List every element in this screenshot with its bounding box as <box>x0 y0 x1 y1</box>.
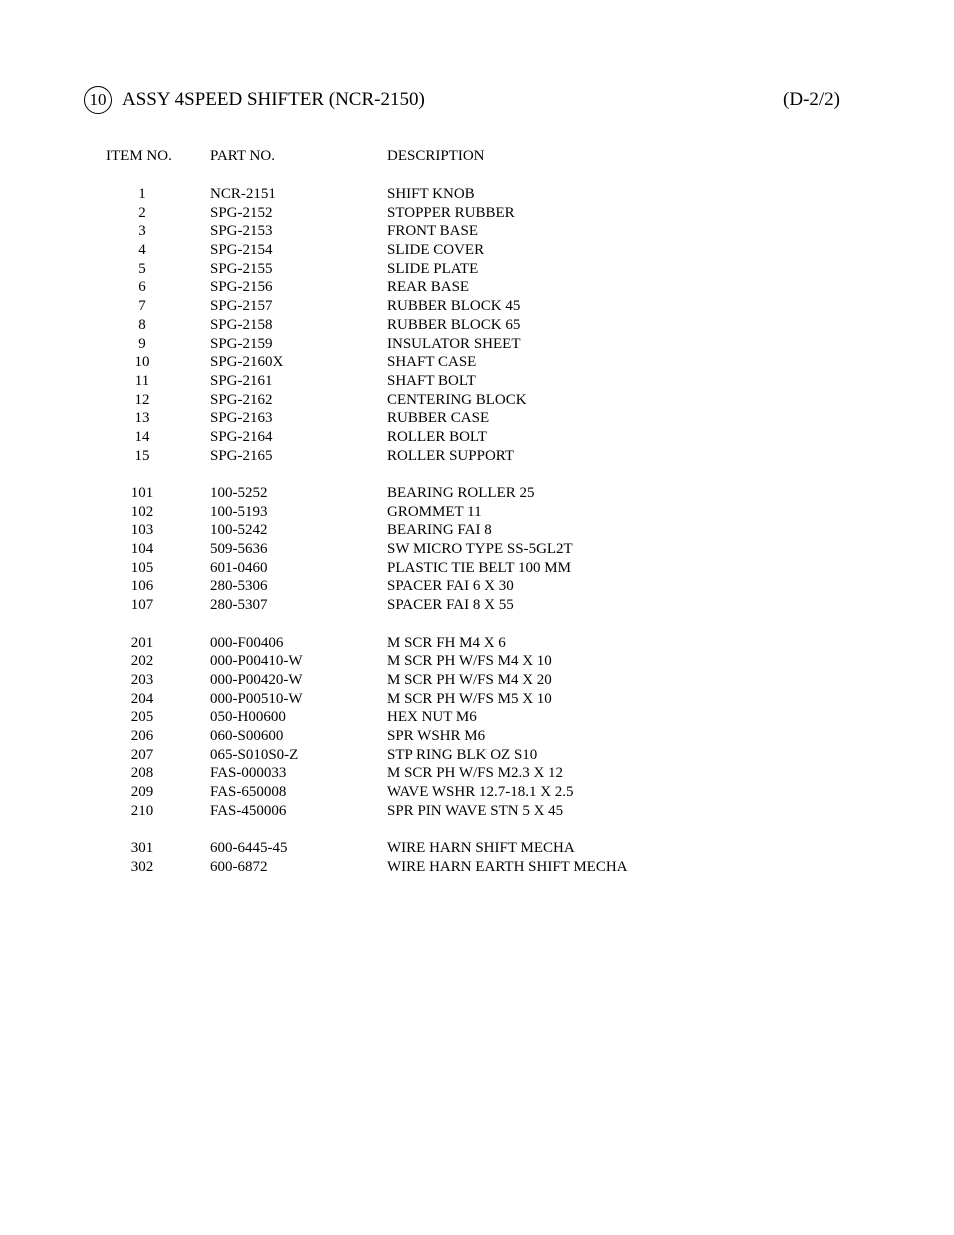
part-description: SPACER FAI 6 X 30 <box>387 578 514 595</box>
item-number: 12 <box>134 391 150 408</box>
item-number: 210 <box>130 802 154 819</box>
item-number: 301 <box>130 840 154 857</box>
item-number: 205 <box>130 709 154 726</box>
table-row <box>0 278 954 297</box>
part-number: 060-S00600 <box>210 727 284 744</box>
part-description: PLASTIC TIE BELT 100 MM <box>387 559 571 576</box>
table-row <box>0 521 954 540</box>
part-number: SPG-2159 <box>210 335 273 352</box>
part-description: SLIDE PLATE <box>387 260 479 277</box>
part-description: STOPPER RUBBER <box>387 204 515 221</box>
part-number: SPG-2154 <box>210 242 273 259</box>
item-number: 203 <box>130 671 154 688</box>
part-number: SPG-2164 <box>210 428 273 445</box>
item-number: 5 <box>138 260 146 277</box>
part-number: SPG-2158 <box>210 316 273 333</box>
parts-group <box>0 185 954 465</box>
circled-section-number: 10 <box>84 86 112 114</box>
item-number: 206 <box>130 727 154 744</box>
part-number: 000-P00410-W <box>210 653 303 670</box>
part-description: WIRE HARN SHIFT MECHA <box>387 840 575 857</box>
part-description: SPACER FAI 8 X 55 <box>387 597 514 614</box>
page-reference: (D-2/2) <box>783 89 840 110</box>
item-number: 10 <box>134 354 150 371</box>
part-number: SPG-2155 <box>210 260 273 277</box>
item-number: 13 <box>134 410 150 427</box>
item-number: 302 <box>130 858 154 875</box>
part-number: 601-0460 <box>210 559 268 576</box>
part-number: FAS-450006 <box>210 802 287 819</box>
table-row <box>0 764 954 783</box>
item-number: 11 <box>134 372 150 389</box>
table-row <box>0 503 954 522</box>
part-number: SPG-2165 <box>210 447 273 464</box>
table-row <box>0 783 954 802</box>
table-row <box>0 540 954 559</box>
part-description: SHAFT BOLT <box>387 372 476 389</box>
part-description: BEARING FAI 8 <box>387 522 492 539</box>
item-number: 105 <box>130 559 154 576</box>
table-row <box>0 727 954 746</box>
table-row <box>0 839 954 858</box>
item-number: 8 <box>138 316 146 333</box>
item-number: 202 <box>130 653 154 670</box>
part-number: 000-P00420-W <box>210 671 303 688</box>
part-number: FAS-650008 <box>210 784 287 800</box>
table-row <box>0 391 954 410</box>
item-number: 101 <box>130 485 154 501</box>
part-description: FRONT BASE <box>387 223 478 240</box>
part-number: 065-S010S0-Z <box>210 746 299 763</box>
part-description: GROMMET 11 <box>387 503 482 520</box>
part-number: 100-5193 <box>210 503 268 520</box>
table-row <box>0 559 954 578</box>
part-description: INSULATOR SHEET <box>387 335 521 352</box>
part-number: SPG-2157 <box>210 298 273 315</box>
table-row <box>0 316 954 335</box>
parts-group <box>0 839 954 876</box>
parts-group <box>0 484 954 615</box>
part-description: M SCR FH M4 X 6 <box>387 634 506 651</box>
table-row <box>0 746 954 765</box>
column-header-item-no: ITEM NO. <box>106 148 172 164</box>
part-number: SPG-2161 <box>210 372 273 389</box>
part-description: STP RING BLK OZ S10 <box>387 746 538 763</box>
part-description: M SCR PH W/FS M4 X 20 <box>387 671 552 688</box>
item-number: 207 <box>130 746 154 763</box>
part-description: M SCR PH W/FS M5 X 10 <box>387 690 552 707</box>
table-row <box>0 335 954 354</box>
item-number: 7 <box>138 298 146 315</box>
part-description: RUBBER BLOCK 65 <box>387 316 521 333</box>
table-row <box>0 241 954 260</box>
part-description: SPR WSHR M6 <box>387 727 486 744</box>
table-row <box>0 690 954 709</box>
parts-group <box>0 634 954 821</box>
part-number: 280-5307 <box>210 597 268 614</box>
item-number: 209 <box>130 784 154 800</box>
part-number: 280-5306 <box>210 578 268 595</box>
part-description: RUBBER CASE <box>387 410 490 427</box>
part-description: SPR PIN WAVE STN 5 X 45 <box>387 802 564 819</box>
part-number: 050-H00600 <box>210 709 286 726</box>
item-number: 14 <box>134 428 150 445</box>
item-number: 15 <box>134 447 150 464</box>
part-number: SPG-2152 <box>210 204 273 221</box>
part-description: WAVE WSHR 12.7-18.1 X 2.5 <box>387 784 574 800</box>
table-row <box>0 634 954 653</box>
part-number: 100-5242 <box>210 522 268 539</box>
part-description: SLIDE COVER <box>387 242 485 259</box>
document-header <box>84 86 840 116</box>
part-description: WIRE HARN EARTH SHIFT MECHA <box>387 858 628 875</box>
item-number: 107 <box>130 597 154 614</box>
item-number: 6 <box>138 279 146 296</box>
part-description: BEARING ROLLER 25 <box>387 485 535 501</box>
part-description: SHIFT KNOB <box>387 186 475 202</box>
part-description: SHAFT CASE <box>387 354 477 371</box>
part-description: ROLLER SUPPORT <box>387 447 515 464</box>
column-header-part-no: PART NO. <box>210 148 275 164</box>
column-header-description: DESCRIPTION <box>387 148 485 164</box>
item-number: 208 <box>130 765 154 782</box>
item-number: 201 <box>130 634 154 651</box>
table-row <box>0 260 954 279</box>
table-row <box>0 802 954 821</box>
table-row <box>0 297 954 316</box>
part-number: SPG-2156 <box>210 279 273 296</box>
item-number: 106 <box>130 578 154 595</box>
part-number: 600-6872 <box>210 858 268 875</box>
table-row <box>0 372 954 391</box>
table-row <box>0 447 954 466</box>
table-row <box>0 428 954 447</box>
table-row <box>0 708 954 727</box>
part-number: 509-5636 <box>210 541 268 558</box>
part-number: SPG-2162 <box>210 391 273 408</box>
part-description: CENTERING BLOCK <box>387 391 527 408</box>
table-row <box>0 204 954 223</box>
assembly-title: ASSY 4SPEED SHIFTER (NCR-2150) <box>122 89 425 110</box>
table-row <box>0 671 954 690</box>
item-number: 103 <box>130 522 154 539</box>
part-number: SPG-2160X <box>210 354 284 371</box>
table-row <box>0 185 954 204</box>
table-row <box>0 858 954 877</box>
table-row <box>0 484 954 503</box>
item-number: 4 <box>138 242 146 259</box>
part-number: FAS-000033 <box>210 765 287 782</box>
part-description: RUBBER BLOCK 45 <box>387 298 521 315</box>
item-number: 1 <box>138 186 146 202</box>
part-description: HEX NUT M6 <box>387 709 477 726</box>
table-row <box>0 353 954 372</box>
part-number: 000-F00406 <box>210 634 284 651</box>
parts-list-table <box>0 185 954 895</box>
part-number: SPG-2153 <box>210 223 273 240</box>
table-row <box>0 596 954 615</box>
part-description: REAR BASE <box>387 279 470 296</box>
table-row <box>0 652 954 671</box>
part-number: NCR-2151 <box>210 186 276 202</box>
item-number: 104 <box>130 541 154 558</box>
part-number: 000-P00510-W <box>210 690 303 707</box>
part-number: 600-6445-45 <box>210 840 288 857</box>
table-row <box>0 577 954 596</box>
part-number: SPG-2163 <box>210 410 273 427</box>
part-description: SW MICRO TYPE SS-5GL2T <box>387 541 573 558</box>
table-row <box>0 222 954 241</box>
item-number: 102 <box>130 503 154 520</box>
item-number: 2 <box>138 204 146 221</box>
part-description: ROLLER BOLT <box>387 428 487 445</box>
item-number: 9 <box>138 335 146 352</box>
part-description: M SCR PH W/FS M4 X 10 <box>387 653 552 670</box>
table-row <box>0 409 954 428</box>
item-number: 204 <box>130 690 154 707</box>
item-number: 3 <box>138 223 146 240</box>
part-number: 100-5252 <box>210 485 268 501</box>
part-description: M SCR PH W/FS M2.3 X 12 <box>387 765 564 782</box>
